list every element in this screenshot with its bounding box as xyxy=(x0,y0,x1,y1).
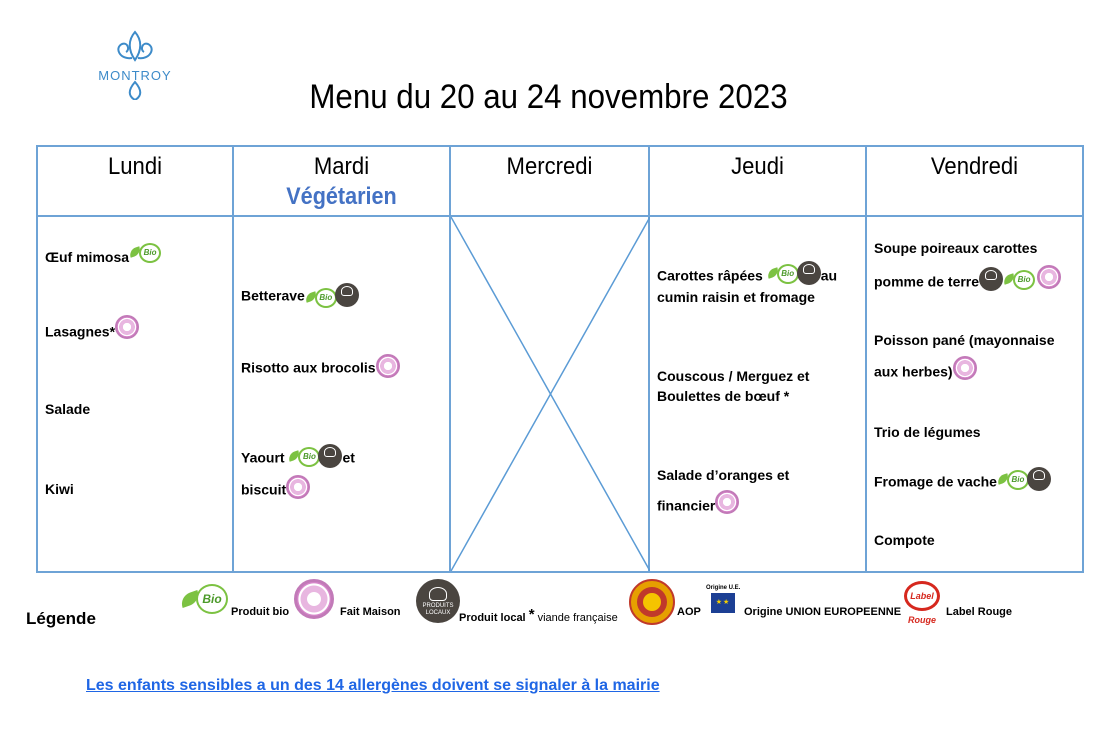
day-cell-mardi xyxy=(233,216,450,572)
bio-icon: Bio xyxy=(180,583,230,613)
day-name: Mercredi xyxy=(506,153,593,180)
day-name: Lundi xyxy=(107,153,163,180)
allergen-notice: Les enfants sensibles a un des 14 allergènes doivent se signaler à la mairie xyxy=(86,677,660,694)
day-cell-vendredi xyxy=(866,216,1083,572)
dish-label: biscuit xyxy=(241,481,287,498)
dish xyxy=(874,471,1051,495)
legend-local-label: Produit local xyxy=(459,612,526,624)
dish-label: Fromage de vache xyxy=(874,473,997,490)
fait-maison-icon xyxy=(953,356,977,380)
dish-label: Betterave xyxy=(241,287,305,304)
bio-icon: Bio xyxy=(129,242,159,262)
day-cell-jeudi xyxy=(649,216,866,572)
fait-maison-icon xyxy=(376,354,400,378)
bio-icon: Bio xyxy=(997,469,1027,489)
fait-maison-icon xyxy=(286,475,310,499)
dish-label: au xyxy=(820,267,838,284)
bio-icon: Bio xyxy=(1003,269,1033,289)
legend-title: Légende xyxy=(26,609,96,628)
dish-label: et xyxy=(342,449,355,466)
eu-flag-icon: ★★ xyxy=(711,593,735,613)
legend-bio-label: Produit bio xyxy=(231,606,290,618)
fait-maison-icon xyxy=(715,490,739,514)
day-cell-mercredi xyxy=(450,216,649,572)
dish xyxy=(45,247,159,268)
dish-label: Compote xyxy=(874,532,935,548)
dish xyxy=(45,479,74,499)
dish-label: Couscous / Merguez et xyxy=(657,368,810,384)
fait-maison-icon xyxy=(1037,265,1061,289)
produit-local-icon xyxy=(1027,467,1051,491)
produit-local-icon xyxy=(335,283,359,307)
day-header-lundi xyxy=(37,146,233,216)
day-cell-lundi xyxy=(37,216,233,572)
dish xyxy=(241,447,355,471)
day-subtitle: Végétarien xyxy=(286,183,397,210)
dish-label: aux herbes) xyxy=(874,363,953,380)
aop-icon xyxy=(629,579,675,625)
fait-maison-icon xyxy=(115,315,139,339)
dish xyxy=(241,285,359,309)
dish-label: Soupe poireaux carottes xyxy=(874,240,1038,256)
dish xyxy=(874,361,977,385)
dish xyxy=(241,479,310,503)
day-name: Mardi xyxy=(313,153,370,180)
produit-local-icon xyxy=(318,444,342,468)
dish-label: Salade d’oranges et xyxy=(657,467,790,483)
day-name: Vendredi xyxy=(930,153,1019,180)
dish-label: Kiwi xyxy=(45,481,74,497)
bio-icon: Bio xyxy=(767,263,797,283)
produit-local-icon xyxy=(979,267,1003,291)
dish-label: Carottes râpées xyxy=(657,267,763,284)
dish-label: Salade xyxy=(45,401,91,417)
dish xyxy=(874,330,1055,350)
dish xyxy=(657,386,789,406)
dish xyxy=(874,422,981,442)
dish xyxy=(45,321,139,345)
dish-label: financier xyxy=(657,497,716,514)
dish-label: Yaourt xyxy=(241,449,285,466)
origine-ue-caption: Origine U.E. xyxy=(706,585,741,591)
dish-label: Œuf mimosa xyxy=(45,249,130,265)
dish-label: pomme de terre xyxy=(874,273,980,290)
dish-label: Lasagnes* xyxy=(45,323,116,340)
legend-origine-label: Origine UNION EUROPEENNE xyxy=(744,606,902,618)
bio-icon: Bio xyxy=(305,287,335,307)
menu-table xyxy=(36,145,1084,573)
legend-aop-label: AOP xyxy=(677,606,701,618)
legend-fait-maison-label: Fait Maison xyxy=(340,606,401,618)
dish xyxy=(874,530,935,550)
dish xyxy=(874,238,1037,258)
label-rouge-icon: Label Rouge xyxy=(904,581,940,611)
legend-label-rouge-label: Label Rouge xyxy=(946,606,1013,618)
dish xyxy=(874,271,1061,295)
fait-maison-icon xyxy=(294,579,334,619)
legend-star: * xyxy=(528,606,535,623)
logo-text: MONTROY xyxy=(98,68,172,83)
bio-icon: Bio xyxy=(288,446,318,466)
legend-local xyxy=(459,606,618,624)
day-header-mardi xyxy=(233,146,450,216)
dish xyxy=(45,399,90,419)
dish xyxy=(657,287,815,307)
dish xyxy=(657,366,809,386)
dish-label: Risotto aux brocolis xyxy=(241,359,376,376)
legend-viande-label: viande française xyxy=(537,612,618,624)
no-service-cross xyxy=(451,217,650,571)
day-header-mercredi xyxy=(450,146,649,216)
dish-label: cumin raisin et fromage xyxy=(657,289,815,305)
produit-local-icon xyxy=(797,261,821,285)
day-header-vendredi xyxy=(866,146,1083,216)
dish xyxy=(241,357,400,381)
legend xyxy=(0,575,1097,635)
page-title: Menu du 20 au 24 novembre 2023 xyxy=(309,78,788,116)
dish-label: Poisson pané (mayonnaise xyxy=(874,332,1055,348)
day-header-jeudi xyxy=(649,146,866,216)
dish-label: Trio de légumes xyxy=(874,424,981,440)
dish xyxy=(657,265,837,289)
dish xyxy=(657,495,739,519)
day-name: Jeudi xyxy=(731,153,784,180)
dish xyxy=(657,465,789,485)
dish-label: Boulettes de bœuf * xyxy=(657,388,790,404)
produit-local-icon: PRODUITS LOCAUX xyxy=(416,579,460,623)
